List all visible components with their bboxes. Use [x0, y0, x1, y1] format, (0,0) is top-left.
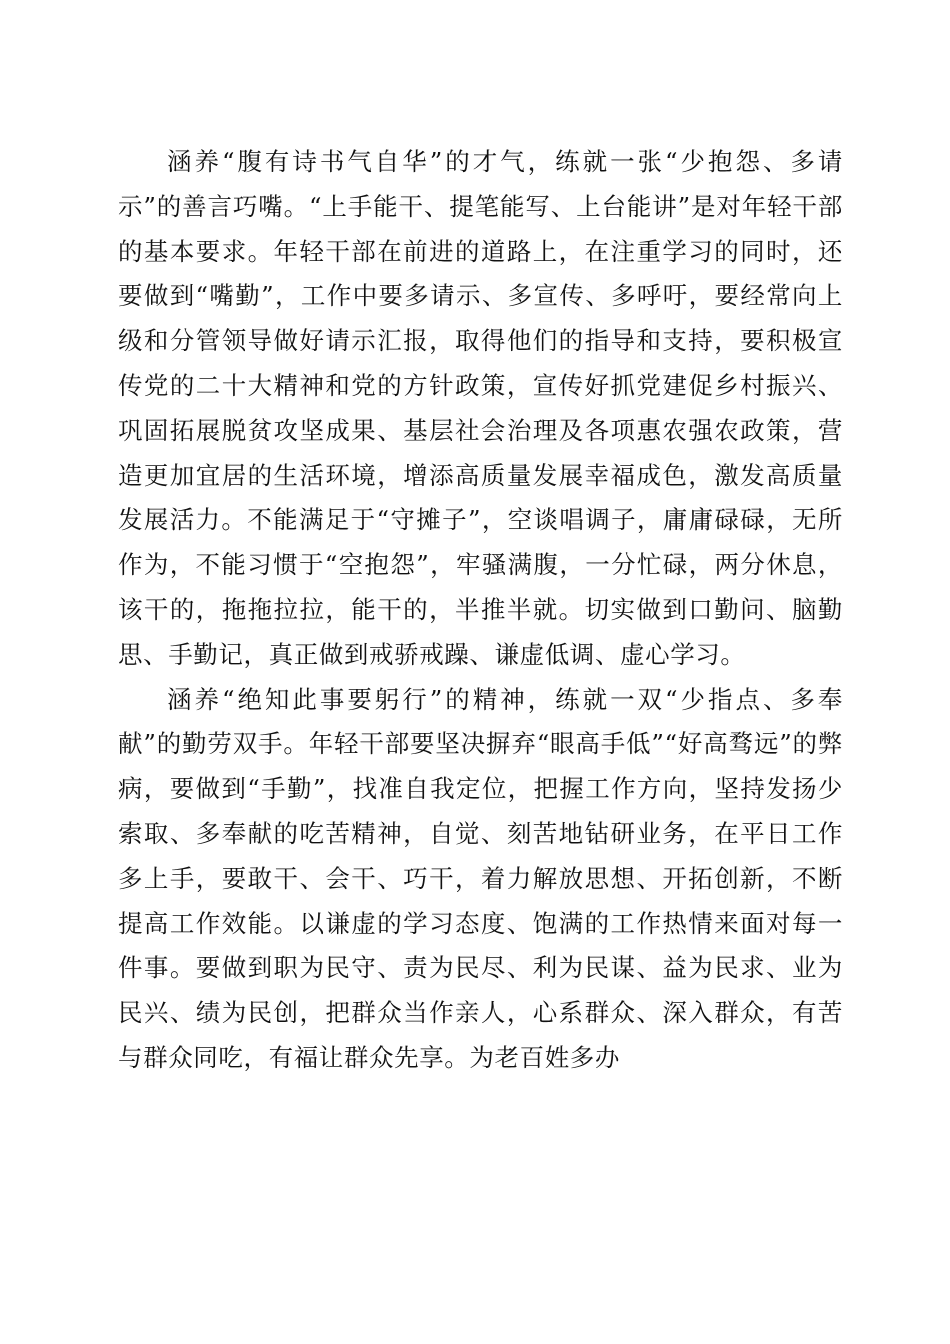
- paragraph-2: 涵养“绝知此事要躬行”的精神，练就一双“少指点、多奉献”的勤劳双手。年轻干部要坚决摒弃“眼高手低”“好高骛远”的弊病，要做到“手勤”，找准自我定位，把握工作方向，坚持发扬少索取、多奉献的吃苦精神，自觉、刻苦地钻研业务，在平日工作多上手，要敢干、会干、巧干，着力解放思想、开拓创新，不断提高工作效能。以谦虚的学习态度、饱满的工作热情来面对每一件事。要做到职为民守、责为民尽、利为民谋、益为民求、业为民兴、绩为民创，把群众当作亲人，心系群众、深入群众，有苦与群众同吃，有福让群众先享。为老百姓多办: [118, 684, 843, 1072]
- document-body: [118, 140, 843, 1081]
- paragraph-1: 涵养“腹有诗书气自华”的才气，练就一张“少抱怨、多请示”的善言巧嘴。“上手能干、提笔能写、上台能讲”是对年轻干部的基本要求。年轻干部在前进的道路上，在注重学习的同时，还要做到“嘴勤”，工作中要多请示、多宣传、多呼吁，要经常向上级和分管领导做好请示汇报，取得他们的指导和支持，要积极宣传党的二十大精神和党的方针政策，宣传好抓党建促乡村振兴、巩固拓展脱贫攻坚成果、基层社会治理及各项惠农强农政策，营造更加宜居的生活环境，增添高质量发展幸福成色，激发高质量发展活力。不能满足于“守摊子”，空谈唱调子，庸庸碌碌，无所作为，不能习惯于“空抱怨”，牢骚满腹，一分忙碌，两分休息，该干的，拖拖拉拉，能干的，半推半就。切实做到口勤问、脑勤思、手勤记，真正做到戒骄戒躁、谦虚低调、虚心学习。: [118, 147, 843, 669]
